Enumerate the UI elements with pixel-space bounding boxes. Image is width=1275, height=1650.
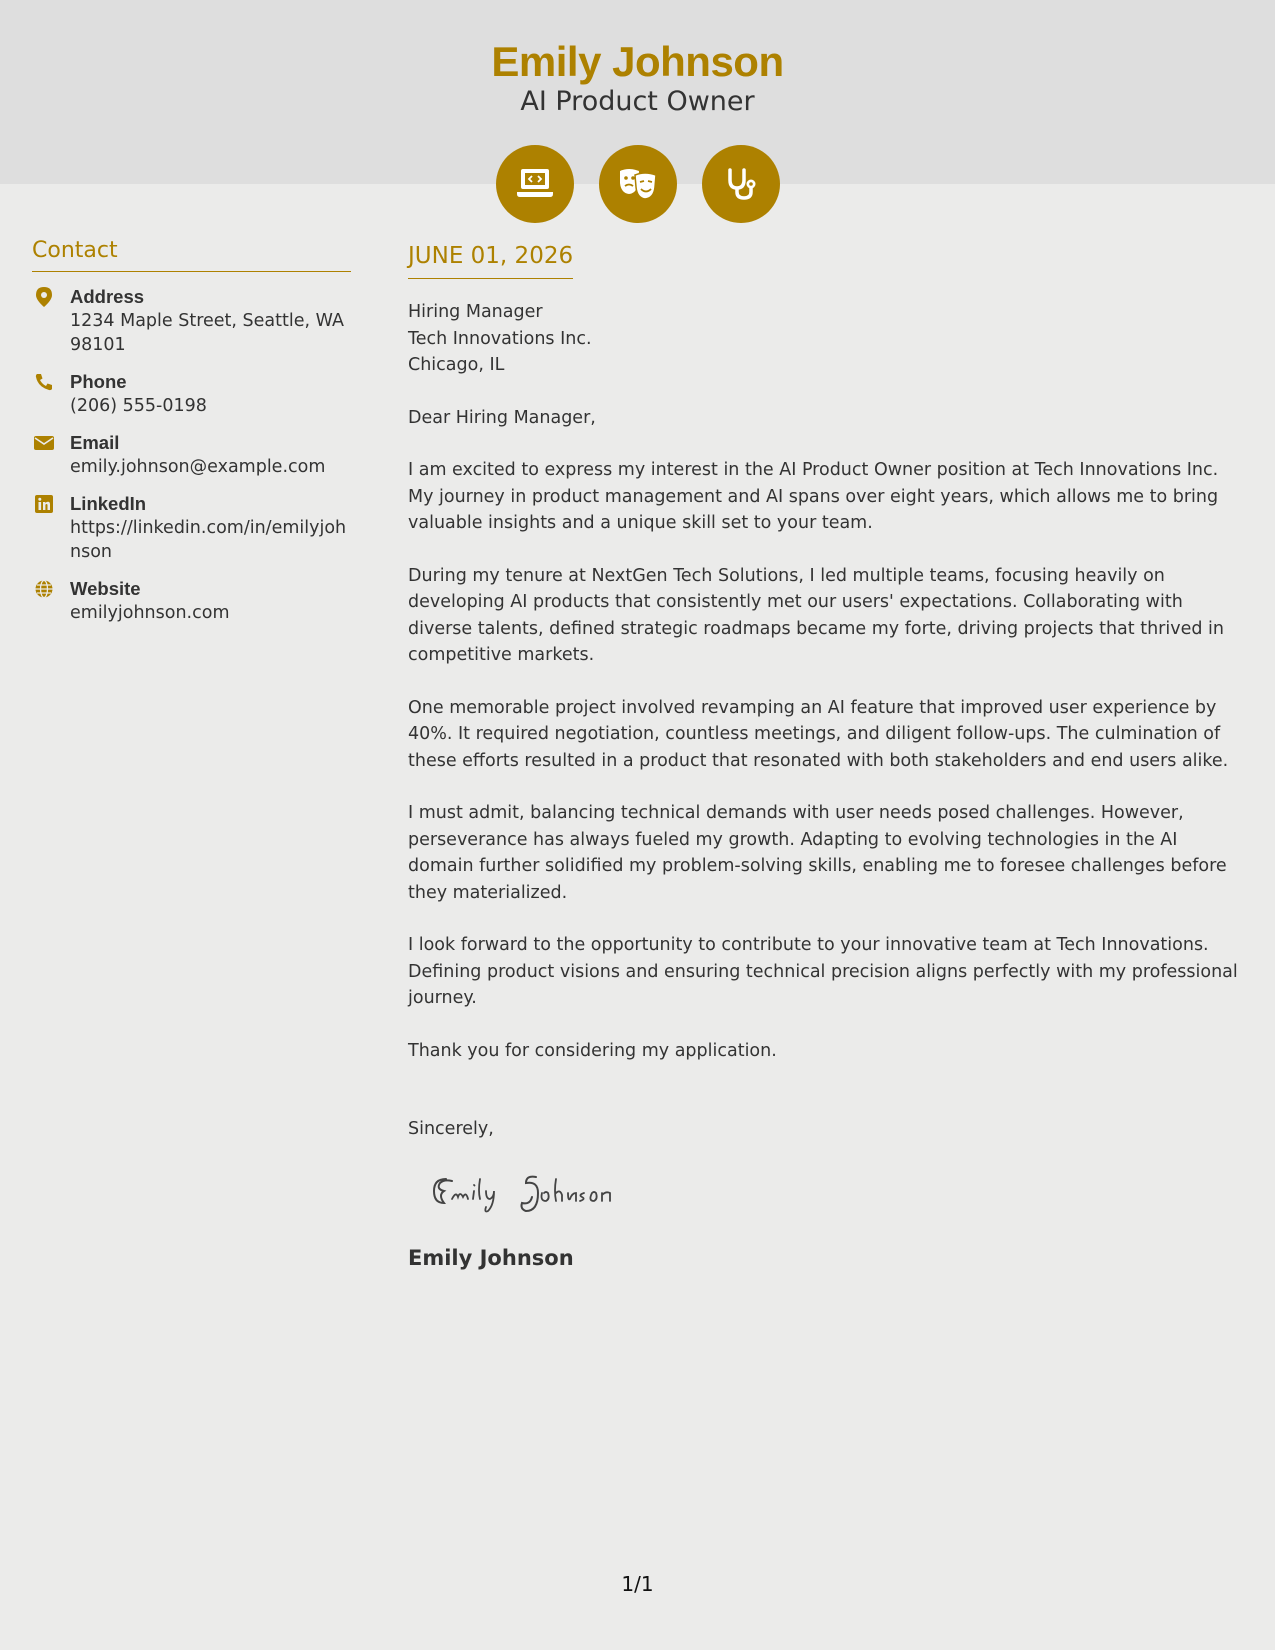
contact-address <box>32 285 351 357</box>
stethoscope-icon <box>702 145 780 223</box>
letter-paragraph: During my tenure at NextGen Tech Solutions, I led multiple teams, focusing heavily on developing AI products that consistently met our users' expectations. Collaborating with diverse talents, defined strategic roadmaps became my forte, driving projects that thrived in competitive markets. <box>408 565 1224 665</box>
phone-value: (206) 555-0198 <box>70 396 207 416</box>
recipient-block <box>408 299 1248 379</box>
contact-phone <box>32 370 351 418</box>
letter-date: JUNE 01, 2026 <box>408 240 573 279</box>
address-value: 1234 Maple Street, Seattle, WA 98101 <box>70 311 344 355</box>
address-label: Address <box>70 286 145 307</box>
letter-paragraph: I am excited to express my interest in the AI Product Owner position at Tech Innovations Inc. My journey in product management and AI spans over eight years, which allows me to bring valuable insights and a unique skill set to your team. <box>408 460 1219 533</box>
letter-paragraph: One memorable project involved revamping an AI feature that improved user experience by 40%. It required negotiation, countless meetings, and diligent follow-ups. The culmination of these efforts resulted in a product that resonated with both stakeholders and end users alike. <box>408 697 1229 771</box>
website-value[interactable]: emilyjohnson.com <box>70 603 230 623</box>
letter-body <box>408 240 1248 1273</box>
letter-paragraph: I must admit, balancing technical demands with user needs posed challenges. However, perseverance has always fueled my growth. Adapting to evolving technologies in the AI domain further solidified my problem-solving skills, enabling me to foresee challenges before they materialized. <box>408 803 1227 903</box>
page-number: 1/1 <box>621 1572 654 1596</box>
contact-heading: Contact <box>32 236 351 272</box>
applicant-title: AI Product Owner <box>520 86 755 117</box>
website-label: Website <box>70 578 141 599</box>
laptop-code-icon <box>496 145 574 223</box>
email-value[interactable]: emily.johnson@example.com <box>70 457 326 477</box>
recipient-line: Hiring Manager <box>408 302 543 322</box>
closing: Sincerely, <box>408 1119 494 1139</box>
interest-icons <box>0 145 1275 223</box>
envelope-icon <box>34 433 54 453</box>
applicant-name: Emily Johnson <box>491 38 784 85</box>
contact-website <box>32 577 351 625</box>
map-marker-icon <box>34 287 54 307</box>
phone-icon <box>34 372 54 392</box>
handwritten-signature <box>426 1165 1248 1225</box>
linkedin-icon <box>34 494 54 514</box>
letter-paragraph: Thank you for considering my application. <box>408 1040 777 1061</box>
letter-paragraph: I look forward to the opportunity to contribute to your innovative team at Tech Innovations. Defining product visions and ensuring technical precision aligns perfectly with my professional journey. <box>408 935 1238 1008</box>
globe-icon <box>34 579 54 599</box>
recipient-line: Chicago, IL <box>408 355 505 375</box>
salutation: Dear Hiring Manager, <box>408 407 596 428</box>
phone-label: Phone <box>70 371 127 392</box>
contact-email <box>32 431 351 479</box>
theater-masks-icon <box>599 145 677 223</box>
signed-name: Emily Johnson <box>408 1245 574 1270</box>
email-label: Email <box>70 432 120 453</box>
linkedin-value[interactable]: https://linkedin.com/in/emilyjohnson <box>70 518 347 562</box>
recipient-line: Tech Innovations Inc. <box>408 328 592 349</box>
linkedin-label: LinkedIn <box>70 493 147 514</box>
contact-linkedin <box>32 492 351 564</box>
contact-sidebar <box>32 236 351 625</box>
